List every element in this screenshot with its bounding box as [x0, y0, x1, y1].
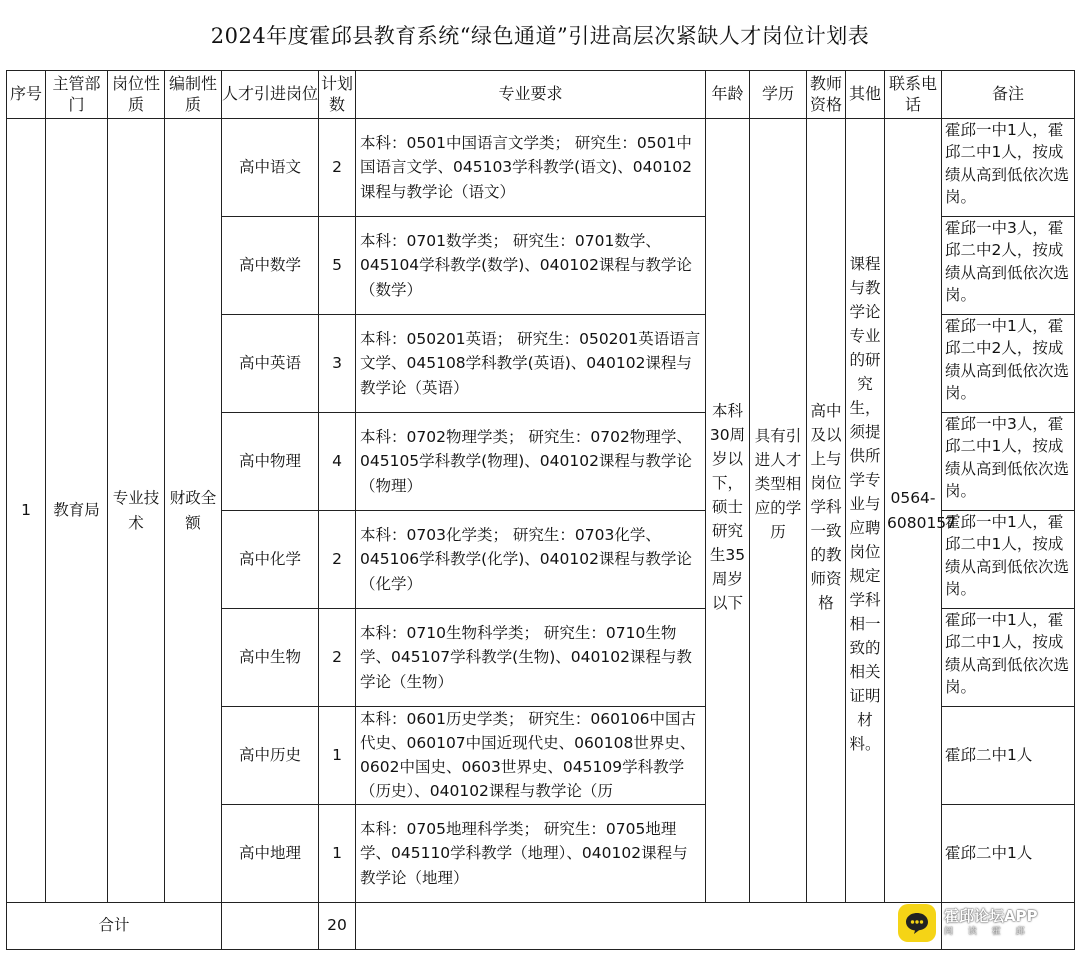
cell-remarks: 霍邱一中3人，霍邱二中2人，按成绩从高到低依次选岗。: [942, 217, 1075, 315]
cell-age: 本科30周岁以下，硕士研究生35周岁以下: [706, 119, 750, 903]
cell-position: 高中英语: [222, 315, 319, 413]
chat-bubble-logo-icon: [898, 904, 936, 942]
header-plan: 计划数: [319, 71, 356, 119]
cell-remarks: 霍邱一中1人，霍邱二中1人，按成绩从高到低依次选岗。: [942, 609, 1075, 707]
cell-remarks: 霍邱一中1人，霍邱二中1人，按成绩从高到低依次选岗。: [942, 119, 1075, 217]
page-title: 2024年度霍邱县教育系统“绿色通道”引进高层次紧缺人才岗位计划表: [210, 24, 870, 48]
cell-post-type: 专业技术: [108, 119, 165, 903]
cell-major: 本科：0705地理科学类； 研究生：0705地理学、045110学科教学（地理）、040102课程与教学论（地理）: [356, 805, 706, 903]
cell-remarks: 霍邱二中1人: [942, 805, 1075, 903]
cell-major: 本科：0601历史学类； 研究生：060106中国古代史、060107中国近现代史、060108世界史、0602中国史、0603世界史、045109学科教学（历史）、040102课程与教学论（历: [356, 707, 706, 805]
header-row: [7, 71, 1075, 119]
cell-major: 本科：0702物理学类； 研究生：0702物理学、045105学科教学(物理)、040102课程与教学论（物理）: [356, 413, 706, 511]
header-post-type: 岗位性质: [108, 71, 165, 119]
cell-major: 本科：0703化学类； 研究生：0703化学、045106学科教学(化学)、040102课程与教学论（化学）: [356, 511, 706, 609]
position-plan-table: [6, 70, 1075, 950]
cell-remarks: 霍邱一中1人，霍邱二中1人，按成绩从高到低依次选岗。: [942, 511, 1075, 609]
watermark-name: 霍邱论坛APP: [944, 907, 1038, 925]
cell-plan: 5: [319, 217, 356, 315]
cell-qualification: 高中及以上与岗位学科一致的教师资格: [807, 119, 846, 903]
cell-position: 高中历史: [222, 707, 319, 805]
cell-plan: 2: [319, 609, 356, 707]
header-staffing: 编制性质: [165, 71, 222, 119]
cell-major: 本科：0501中国语言文学类； 研究生：0501中国语言文学、045103学科教学(语文)、040102课程与教学论（语文）: [356, 119, 706, 217]
cell-major: 本科：0710生物科学类； 研究生：0710生物学、045107学科教学(生物)、040102课程与教学论（生物）: [356, 609, 706, 707]
cell-position: 高中化学: [222, 511, 319, 609]
header-age: 年龄: [706, 71, 750, 119]
header-education: 学历: [750, 71, 807, 119]
total-blank-cell: [356, 903, 942, 950]
table-row: [7, 119, 1075, 217]
total-label: 合计: [7, 903, 222, 950]
header-phone: 联系电话: [885, 71, 942, 119]
cell-phone: 0564-6080157: [885, 119, 942, 903]
cell-plan: 1: [319, 805, 356, 903]
cell-seq: 1: [7, 119, 46, 903]
total-plan: 20: [319, 903, 356, 950]
cell-position: 高中数学: [222, 217, 319, 315]
cell-position: 高中语文: [222, 119, 319, 217]
cell-plan: 4: [319, 413, 356, 511]
header-other: 其他: [846, 71, 885, 119]
watermark-subtitle: 阅 读 霍 邱: [944, 927, 1031, 937]
cell-plan: 2: [319, 119, 356, 217]
cell-major: 本科：050201英语； 研究生：050201英语语言文学、045108学科教学(英语)、040102课程与教学论（英语）: [356, 315, 706, 413]
cell-plan: 2: [319, 511, 356, 609]
header-seq: 序号: [7, 71, 46, 119]
header-major: 专业要求: [356, 71, 706, 119]
header-remarks: 备注: [942, 71, 1075, 119]
cell-major: 本科：0701数学类； 研究生：0701数学、045104学科教学(数学)、040102课程与教学论（数学）: [356, 217, 706, 315]
cell-plan: 1: [319, 707, 356, 805]
cell-remarks: 霍邱二中1人: [942, 707, 1075, 805]
header-position: 人才引进岗位: [222, 71, 319, 119]
cell-remarks: 霍邱一中3人，霍邱二中1人，按成绩从高到低依次选岗。: [942, 413, 1075, 511]
cell-plan: 3: [319, 315, 356, 413]
total-empty-cell: [222, 903, 319, 950]
cell-staffing: 财政全额: [165, 119, 222, 903]
cell-position: 高中物理: [222, 413, 319, 511]
cell-remarks: 霍邱一中1人，霍邱二中2人，按成绩从高到低依次选岗。: [942, 315, 1075, 413]
app-watermark: [898, 900, 1078, 946]
cell-other: 课程与教学论专业的研究生，须提供所学专业与应聘岗位规定学科相一致的相关证明材料。: [846, 119, 885, 903]
cell-position: 高中地理: [222, 805, 319, 903]
cell-position: 高中生物: [222, 609, 319, 707]
header-qualification: 教师资格: [807, 71, 846, 119]
header-dept: 主管部门: [46, 71, 108, 119]
cell-dept: 教育局: [46, 119, 108, 903]
cell-education: 具有引进人才类型相应的学历: [750, 119, 807, 903]
